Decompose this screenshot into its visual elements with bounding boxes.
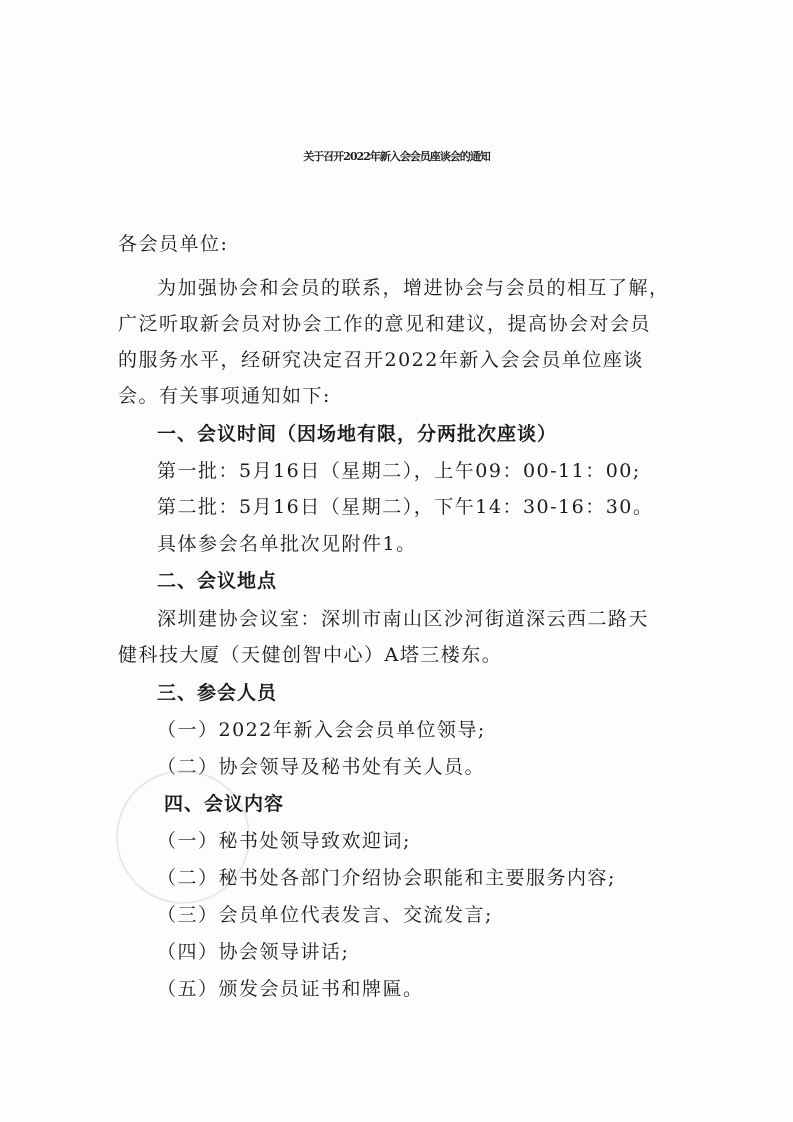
section-4-line-1: （一）秘书处领导致欢迎词;: [157, 830, 411, 852]
section-4-line-3: （三）会员单位代表发言、交流发言;: [157, 904, 493, 926]
section-3-line-2: （二）协会领导及秘书处有关人员。: [157, 756, 486, 778]
section-1-line-3: 具体参会名单批次见附件1。: [157, 533, 417, 555]
intro-line-3: 的服务水平，经研究决定召开2022年新入会会员单位座谈: [118, 349, 644, 371]
section-4-line-5: （五）颁发会员证书和牌匾。: [157, 978, 424, 1000]
section-2-line-1: 深圳建协会议室：深圳市南山区沙河街道深云西二路天: [157, 608, 650, 630]
intro-line-4: 会。有关事项通知如下:: [118, 385, 331, 407]
section-1-heading: 一、会议时间（因场地有限，分两批次座谈）: [157, 423, 558, 445]
intro-line-2: 广泛听取新会员对协会工作的意见和建议，提高协会对会员: [118, 313, 652, 335]
section-1-line-1: 第一批：5月16日（星期二），上午09：00-11：00;: [157, 460, 641, 482]
section-3-heading: 三、参会人员: [157, 682, 278, 704]
page-title: 关于召开2022年新入会会员座谈会的通知: [303, 150, 490, 163]
section-1-line-2: 第二批：5月16日（星期二），下午14：30-16：30。: [157, 496, 654, 518]
section-4-line-4: （四）协会领导讲话;: [157, 941, 350, 963]
intro-line-1: 为加强协会和会员的联系，增进协会与会员的相互了解，: [157, 277, 670, 299]
section-2-line-2: 健科技大厦（天健创智中心）A塔三楼东。: [118, 644, 503, 666]
salutation: 各会员单位:: [118, 233, 229, 255]
section-2-heading: 二、会议地点: [157, 570, 278, 592]
section-4-heading: 四、会议内容: [164, 793, 285, 815]
section-3-line-1: （一）2022年新入会会员单位领导;: [157, 719, 486, 741]
section-4-line-2: （二）秘书处各部门介绍协会职能和主要服务内容;: [157, 867, 616, 889]
